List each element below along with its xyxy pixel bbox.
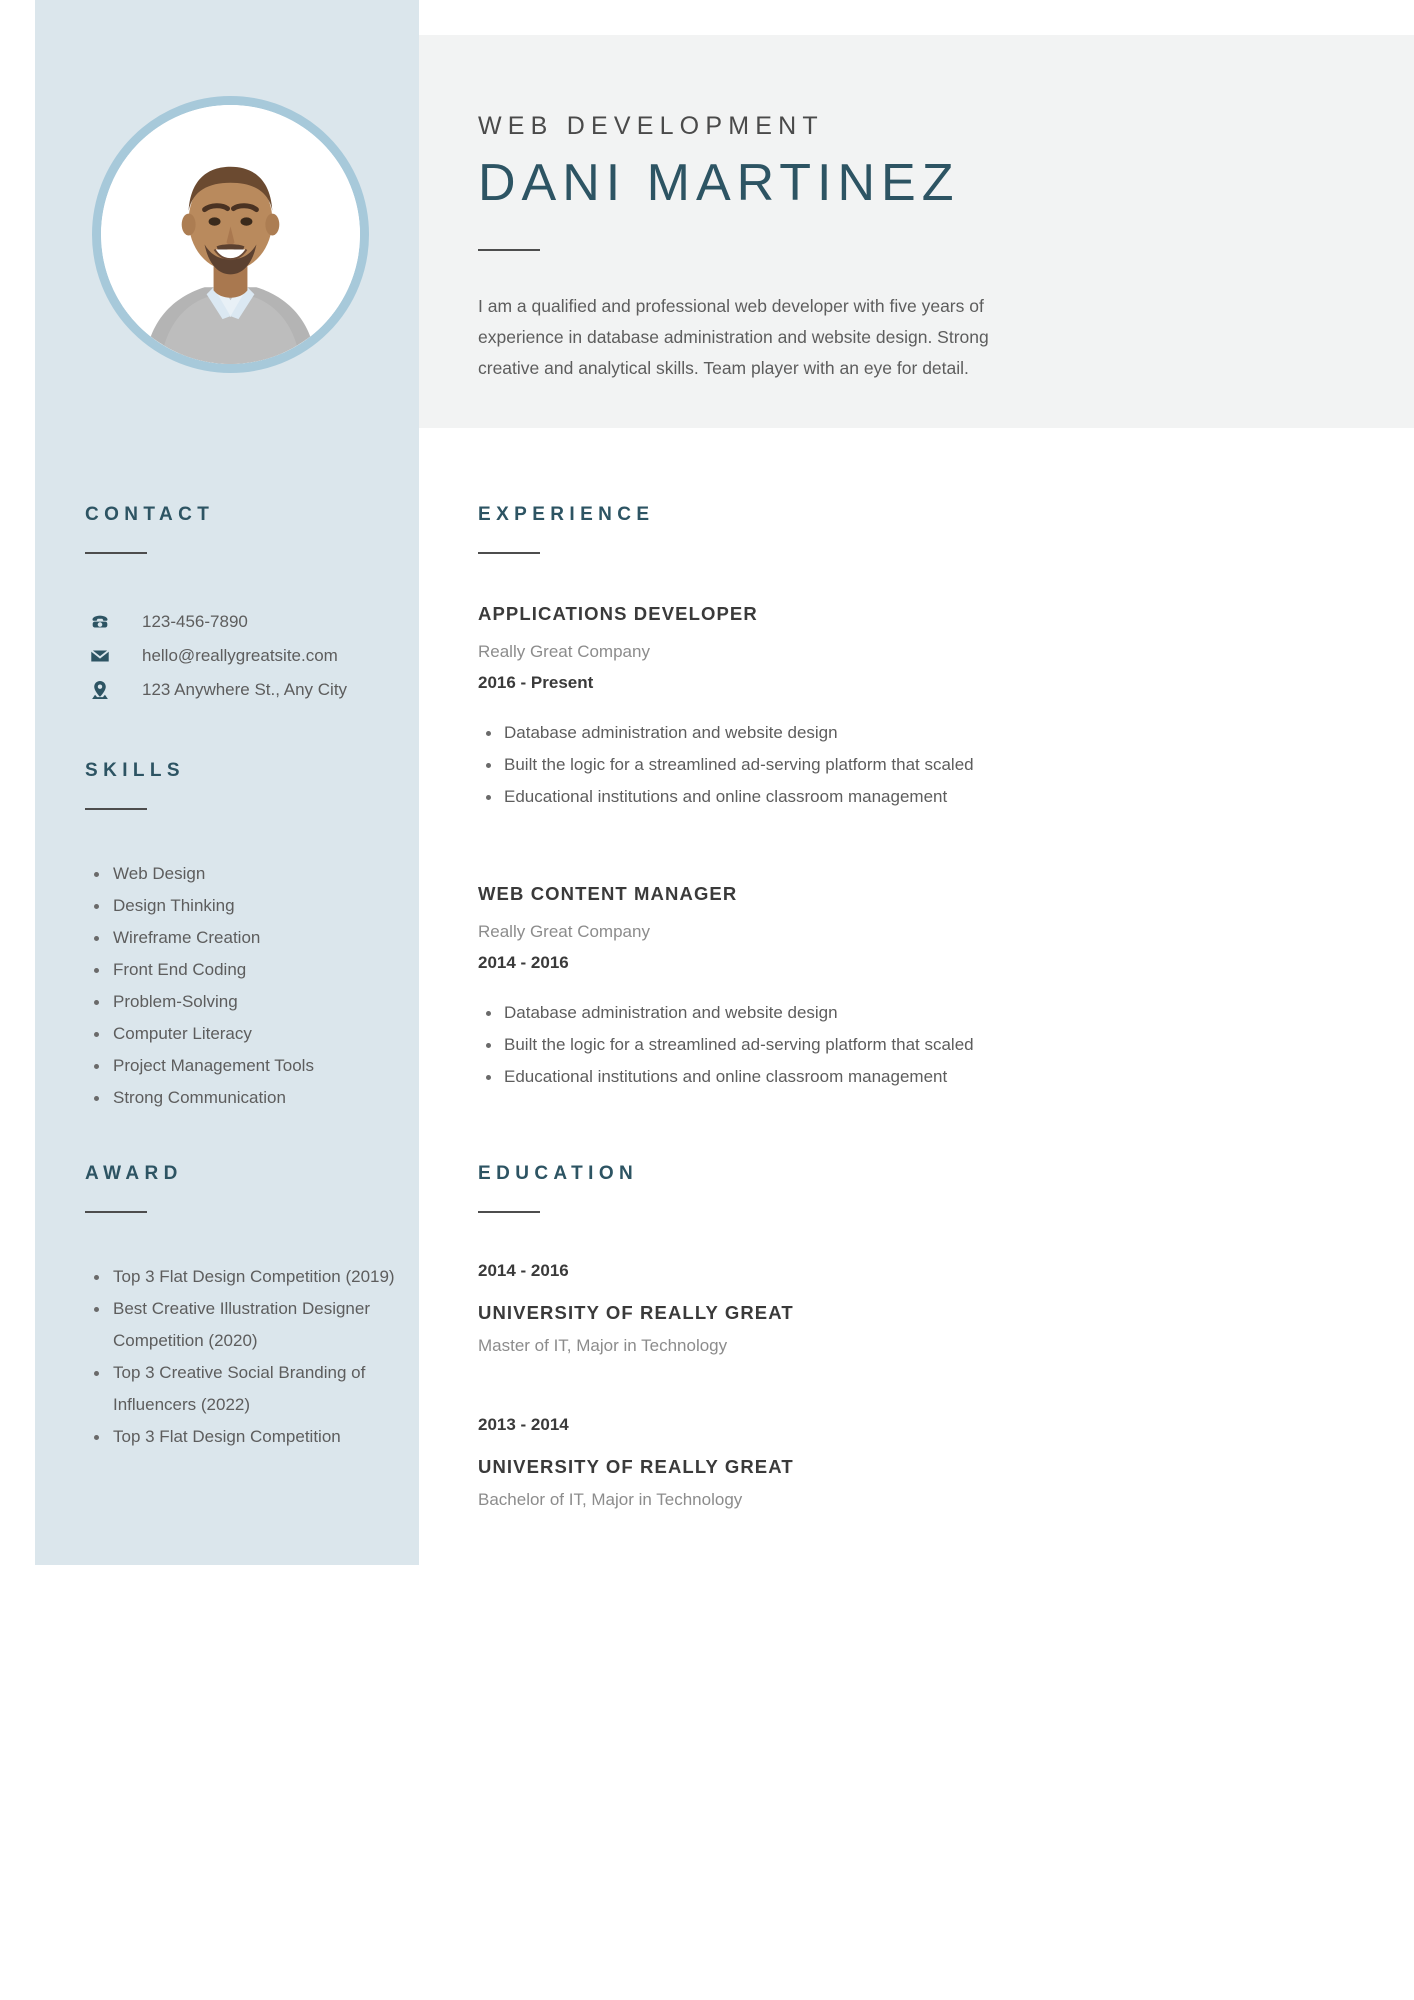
contact-phone-text: 123-456-7890 xyxy=(142,612,248,631)
header-divider xyxy=(478,249,540,251)
experience-heading: EXPERIENCE xyxy=(478,504,655,525)
location-pin-icon xyxy=(85,679,115,701)
education-degree: Master of IT, Major in Technology xyxy=(478,1336,728,1355)
experience-divider xyxy=(478,552,540,554)
avatar-image xyxy=(101,105,360,364)
list-item: Top 3 Flat Design Competition xyxy=(85,1421,405,1453)
profile-photo-illustration xyxy=(101,105,360,364)
education-school: UNIVERSITY OF REALLY GREAT xyxy=(478,1302,794,1323)
list-item: Web Design xyxy=(85,858,405,890)
education-divider xyxy=(478,1211,540,1213)
education-entry xyxy=(478,1415,1068,1510)
job-bullet-list xyxy=(478,717,1068,813)
list-item: Built the logic for a streamlined ad-serving platform that scaled xyxy=(478,1029,1068,1061)
list-item: Educational institutions and online classroom management xyxy=(478,781,1068,813)
job-title: WEB CONTENT MANAGER xyxy=(478,883,738,904)
education-dates: 2014 - 2016 xyxy=(478,1261,569,1280)
contact-divider xyxy=(85,552,147,554)
contact-list xyxy=(85,605,405,707)
phone-icon xyxy=(85,611,115,633)
award-heading: AWARD xyxy=(85,1163,183,1184)
experience-entry xyxy=(478,603,1068,813)
experience-section xyxy=(478,504,1068,1093)
skills-list xyxy=(85,858,405,1114)
list-item: Design Thinking xyxy=(85,890,405,922)
education-section xyxy=(478,1163,1068,1510)
experience-entry xyxy=(478,883,1068,1093)
avatar xyxy=(92,96,369,373)
page-title: DANI MARTINEZ xyxy=(478,154,960,212)
list-item: Wireframe Creation xyxy=(85,922,405,954)
skills-section xyxy=(85,760,405,1114)
contact-email-text: hello@reallygreatsite.com xyxy=(142,646,338,665)
list-item: Strong Communication xyxy=(85,1082,405,1114)
job-title: APPLICATIONS DEVELOPER xyxy=(478,603,758,624)
list-item: Project Management Tools xyxy=(85,1050,405,1082)
profile-summary: I am a qualified and professional web developer with five years of experience in database administration and website design. Strong creative and analytical skills. Team player with an eye for detail. xyxy=(478,296,989,378)
skills-heading: SKILLS xyxy=(85,760,185,781)
contact-heading: CONTACT xyxy=(85,504,215,525)
list-item: Front End Coding xyxy=(85,954,405,986)
job-company: Really Great Company xyxy=(478,922,650,941)
education-entry xyxy=(478,1261,1068,1356)
list-item: Top 3 Flat Design Competition (2019) xyxy=(85,1261,405,1293)
education-dates: 2013 - 2014 xyxy=(478,1415,569,1434)
education-list xyxy=(478,1261,1068,1510)
list-item: Database administration and website design xyxy=(478,997,1068,1029)
education-degree: Bachelor of IT, Major in Technology xyxy=(478,1490,743,1509)
job-company: Really Great Company xyxy=(478,642,650,661)
list-item: Top 3 Creative Social Branding of Influencers (2022) xyxy=(85,1357,405,1421)
contact-item-email[interactable] xyxy=(85,639,405,673)
header xyxy=(478,112,1038,384)
list-item: Database administration and website design xyxy=(478,717,1068,749)
award-divider xyxy=(85,1211,147,1213)
skills-divider xyxy=(85,808,147,810)
contact-item-phone[interactable] xyxy=(85,605,405,639)
job-dates: 2014 - 2016 xyxy=(478,953,569,972)
experience-list xyxy=(478,603,1068,1093)
list-item: Best Creative Illustration Designer Competition (2020) xyxy=(85,1293,405,1357)
job-dates: 2016 - Present xyxy=(478,673,594,692)
education-heading: EDUCATION xyxy=(478,1163,639,1184)
list-item: Built the logic for a streamlined ad-serving platform that scaled xyxy=(478,749,1068,781)
contact-item-address[interactable] xyxy=(85,673,405,707)
list-item: Educational institutions and online classroom management xyxy=(478,1061,1068,1093)
award-list xyxy=(85,1261,405,1453)
job-role-title: WEB DEVELOPMENT xyxy=(478,112,824,140)
envelope-icon xyxy=(85,645,115,667)
job-bullet-list xyxy=(478,997,1068,1093)
list-item: Computer Literacy xyxy=(85,1018,405,1050)
award-section xyxy=(85,1163,405,1453)
education-school: UNIVERSITY OF REALLY GREAT xyxy=(478,1456,794,1477)
contact-address-text: 123 Anywhere St., Any City xyxy=(142,680,348,699)
contact-section xyxy=(85,504,405,707)
list-item: Problem-Solving xyxy=(85,986,405,1018)
